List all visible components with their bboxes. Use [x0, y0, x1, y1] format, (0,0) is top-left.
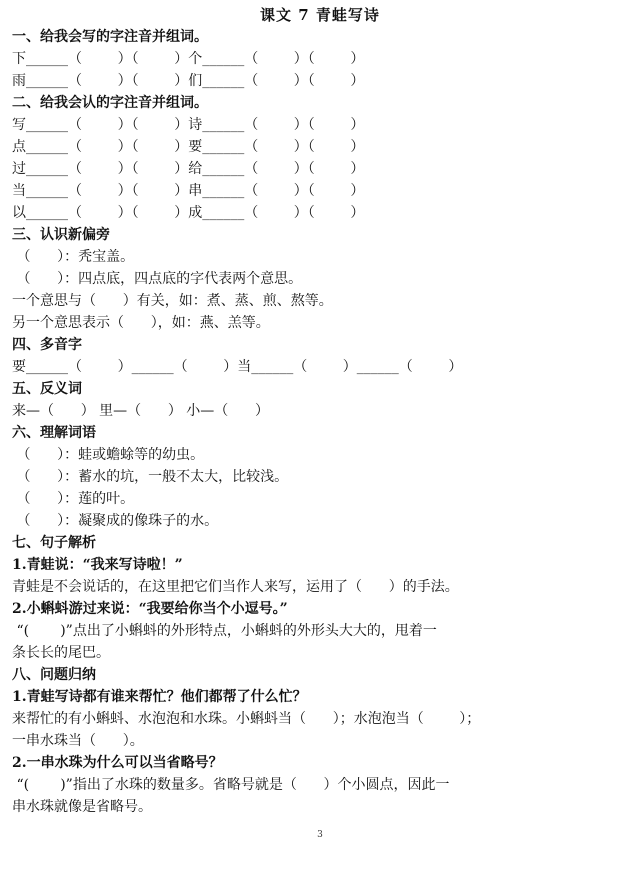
exercise-line: （ ）：凝聚成的像珠子的水。: [12, 513, 219, 529]
section-heading: 六、理解词语: [12, 425, 96, 441]
exercise-line: 当______（ ）（ ）串______（ ）（ ）: [12, 183, 365, 199]
page-number: 3: [317, 830, 323, 840]
exercise-line: 来帮忙的有小蝌蚪、水泡泡和水珠。小蝌蚪当（ ）；水泡泡当（ ）；: [12, 711, 481, 727]
exercise-line: 下______（ ）（ ）个______（ ）（ ）: [12, 51, 365, 67]
question-line: 2.一串水珠为什么可以当省略号？: [12, 755, 223, 771]
section-heading: 八、问题归纳: [12, 667, 96, 683]
exercise-line: （ ）：秃宝盖。: [12, 249, 135, 265]
exercise-line: 来—（ ） 里—（ ） 小—（ ）: [12, 403, 270, 419]
exercise-line: 要______（ ）______（ ）当______（ ）______（ ）: [12, 359, 463, 375]
question-line: 1.青蛙说：“我来写诗啦！”: [12, 557, 183, 573]
section-heading: 七、句子解析: [12, 535, 96, 551]
exercise-line: （ ）：蓄水的坑，一般不太大，比较浅。: [12, 469, 289, 485]
exercise-line: （ ）：莲的叶。: [12, 491, 135, 507]
exercise-line: 以______（ ）（ ）成______（ ）（ ）: [12, 205, 365, 221]
exercise-line: 条长长的尾巴。: [12, 645, 110, 661]
exercise-line: 另一个意思表示（ ），如：燕、羔等。: [12, 315, 270, 331]
section-heading: 三、认识新偏旁: [12, 227, 110, 243]
section-heading: 二、给我会认的字注音并组词。: [12, 95, 208, 111]
exercise-line: 过______（ ）（ ）给______（ ）（ ）: [12, 161, 365, 177]
exercise-line: （ ）：四点底，四点底的字代表两个意思。: [12, 271, 303, 287]
exercise-line: 点______（ ）（ ）要______（ ）（ ）: [12, 139, 365, 155]
exercise-line: 串水珠就像是省略号。: [12, 799, 152, 815]
section-heading: 五、反义词: [12, 381, 82, 397]
section-heading: 四、多音字: [12, 337, 82, 353]
exercise-line: （ ）：蛙或蟾蜍等的幼虫。: [12, 447, 205, 463]
question-line: 2.小蝌蚪游过来说：“我要给你当个小逗号。”: [12, 601, 288, 617]
section-heading: 一、给我会写的字注音并组词。: [12, 29, 208, 45]
exercise-line: “( )”指出了水珠的数量多。省略号就是（ ）个小圆点，因此一: [12, 777, 450, 793]
exercise-line: 青蛙是不会说话的，在这里把它们当作人来写，运用了（ ）的手法。: [12, 579, 459, 595]
exercise-line: 写______（ ）（ ）诗______（ ）（ ）: [12, 117, 365, 133]
question-line: 1.青蛙写诗都有谁来帮忙？他们都帮了什么忙？: [12, 689, 307, 705]
exercise-line: 一个意思与（ ）有关，如：煮、蒸、煎、熬等。: [12, 293, 333, 309]
exercise-line: “( )”点出了小蝌蚪的外形特点，小蝌蚪的外形头大大的，甩着一: [12, 623, 437, 639]
exercise-line: 雨______（ ）（ ）们______（ ）（ ）: [12, 73, 365, 89]
exercise-line: 一串水珠当（ ）。: [12, 733, 144, 749]
page-title: 课文 7 青蛙写诗: [260, 6, 380, 24]
